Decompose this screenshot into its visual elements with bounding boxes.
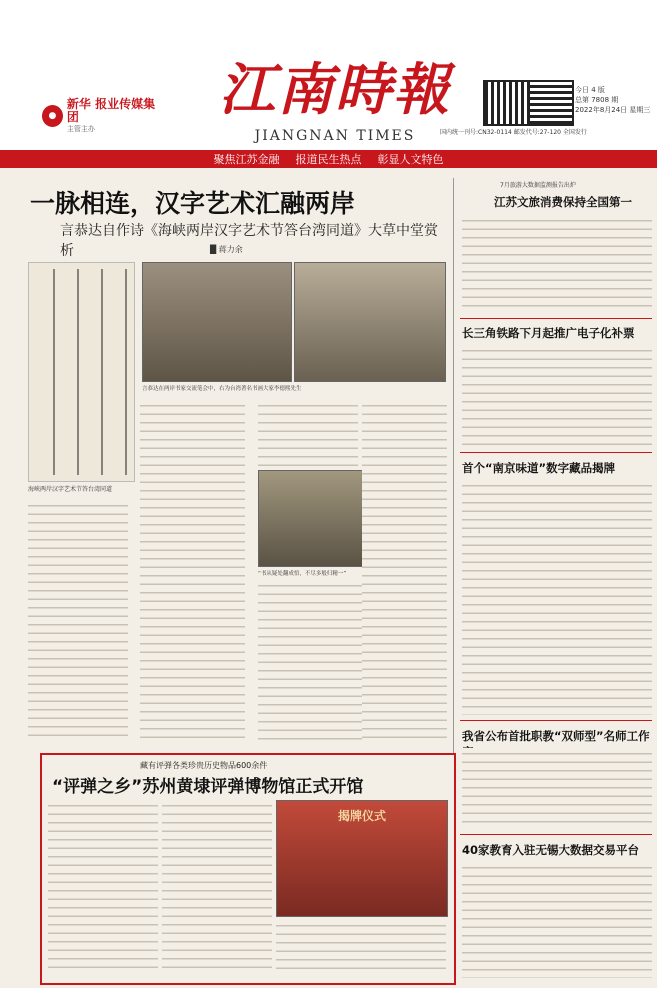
box-kicker: 藏有评弹各类珍贵历史物品600余件 bbox=[140, 761, 268, 770]
photo-caption: “书从疑处翻成悟，不尽多般归精一” bbox=[258, 571, 347, 577]
article-body bbox=[362, 400, 447, 740]
article-body bbox=[462, 862, 652, 978]
story-headline[interactable]: 首个“南京味道”数字藏品揭牌 bbox=[462, 461, 616, 475]
lead-headline[interactable]: 一脉相连，汉字艺术汇融两岸 bbox=[30, 189, 356, 218]
issue-info bbox=[575, 86, 655, 115]
qr-code-icon[interactable] bbox=[483, 80, 529, 126]
issue-pages: 今日 4 版 bbox=[575, 86, 605, 94]
article-body bbox=[140, 400, 245, 740]
group-prefix: 新华 bbox=[66, 96, 91, 111]
photo-banner-text: 揭牌仪式 bbox=[337, 809, 386, 823]
post-code: 邮发代号:27-120 全国发行 bbox=[513, 129, 587, 136]
calligraphy-caption: 海峡两岸汉字艺术节答台湾同道 bbox=[28, 486, 113, 493]
section-rule bbox=[460, 834, 652, 835]
article-body bbox=[258, 580, 378, 740]
box-headline[interactable]: “评弹之乡”苏州黄埭评弹博物馆正式开馆 bbox=[52, 777, 364, 797]
xinhua-seal-icon: ● bbox=[42, 105, 63, 127]
article-body bbox=[162, 800, 272, 975]
issue-number: 总第 7808 期 bbox=[575, 95, 619, 104]
article-body bbox=[28, 500, 128, 740]
slogan: 彰显人文特色 bbox=[377, 153, 444, 166]
registration-info bbox=[440, 128, 650, 137]
story-kicker: 7月旅游大数据监测报告出炉 bbox=[500, 182, 576, 189]
calligraphy-image bbox=[28, 262, 135, 482]
photo-caption: 言恭达在两岸书家交流笔会中，右为台湾著名书画大家李德熙先生 bbox=[142, 386, 302, 392]
ceremony-photo bbox=[276, 800, 448, 917]
slogan-bar bbox=[0, 150, 657, 168]
cn-number: 国内统一刊号:CN32-0114 bbox=[440, 129, 512, 136]
article-body bbox=[258, 400, 358, 468]
issue-date: 2022年8月24日 星期三 bbox=[575, 105, 651, 114]
story-headline[interactable]: 长三角铁路下月起推广电子化补票 bbox=[462, 326, 635, 340]
article-body bbox=[462, 215, 652, 310]
article-body bbox=[276, 920, 446, 975]
newspaper-title: 江南時報 bbox=[219, 57, 451, 123]
section-rule bbox=[460, 720, 652, 721]
masthead bbox=[0, 0, 657, 150]
event-photo bbox=[294, 262, 446, 382]
newspaper-title-en: JIANGNAN TIMES bbox=[254, 128, 416, 144]
story-headline[interactable]: 江苏文旅消费保持全国第一 bbox=[494, 195, 632, 209]
article-body bbox=[462, 345, 652, 445]
lead-byline: █ 蒋力余 bbox=[210, 245, 243, 254]
lead-subhead: 言恭达自作诗《海峡两岸汉字艺术节答台湾同道》大草中堂赏析 bbox=[60, 223, 438, 259]
article-body bbox=[462, 480, 652, 715]
publisher-logo bbox=[42, 96, 162, 134]
slogan: 聚焦江苏金融 bbox=[213, 153, 280, 166]
section-rule bbox=[460, 452, 652, 453]
event-photo bbox=[142, 262, 292, 382]
story-headline[interactable]: 40家教育入驻无锡大数据交易平台 bbox=[462, 843, 640, 857]
qr-code-icon[interactable] bbox=[528, 80, 574, 126]
slogan: 报道民生热点 bbox=[295, 153, 362, 166]
section-rule bbox=[460, 318, 652, 319]
article-body bbox=[48, 800, 158, 975]
article-body bbox=[462, 748, 652, 828]
story-headline[interactable]: 我省公布首批职教“双师型”名师工作 bbox=[462, 729, 650, 743]
group-name: 报业传媒集团 bbox=[66, 96, 156, 124]
group-host: 主管主办 bbox=[66, 125, 95, 134]
